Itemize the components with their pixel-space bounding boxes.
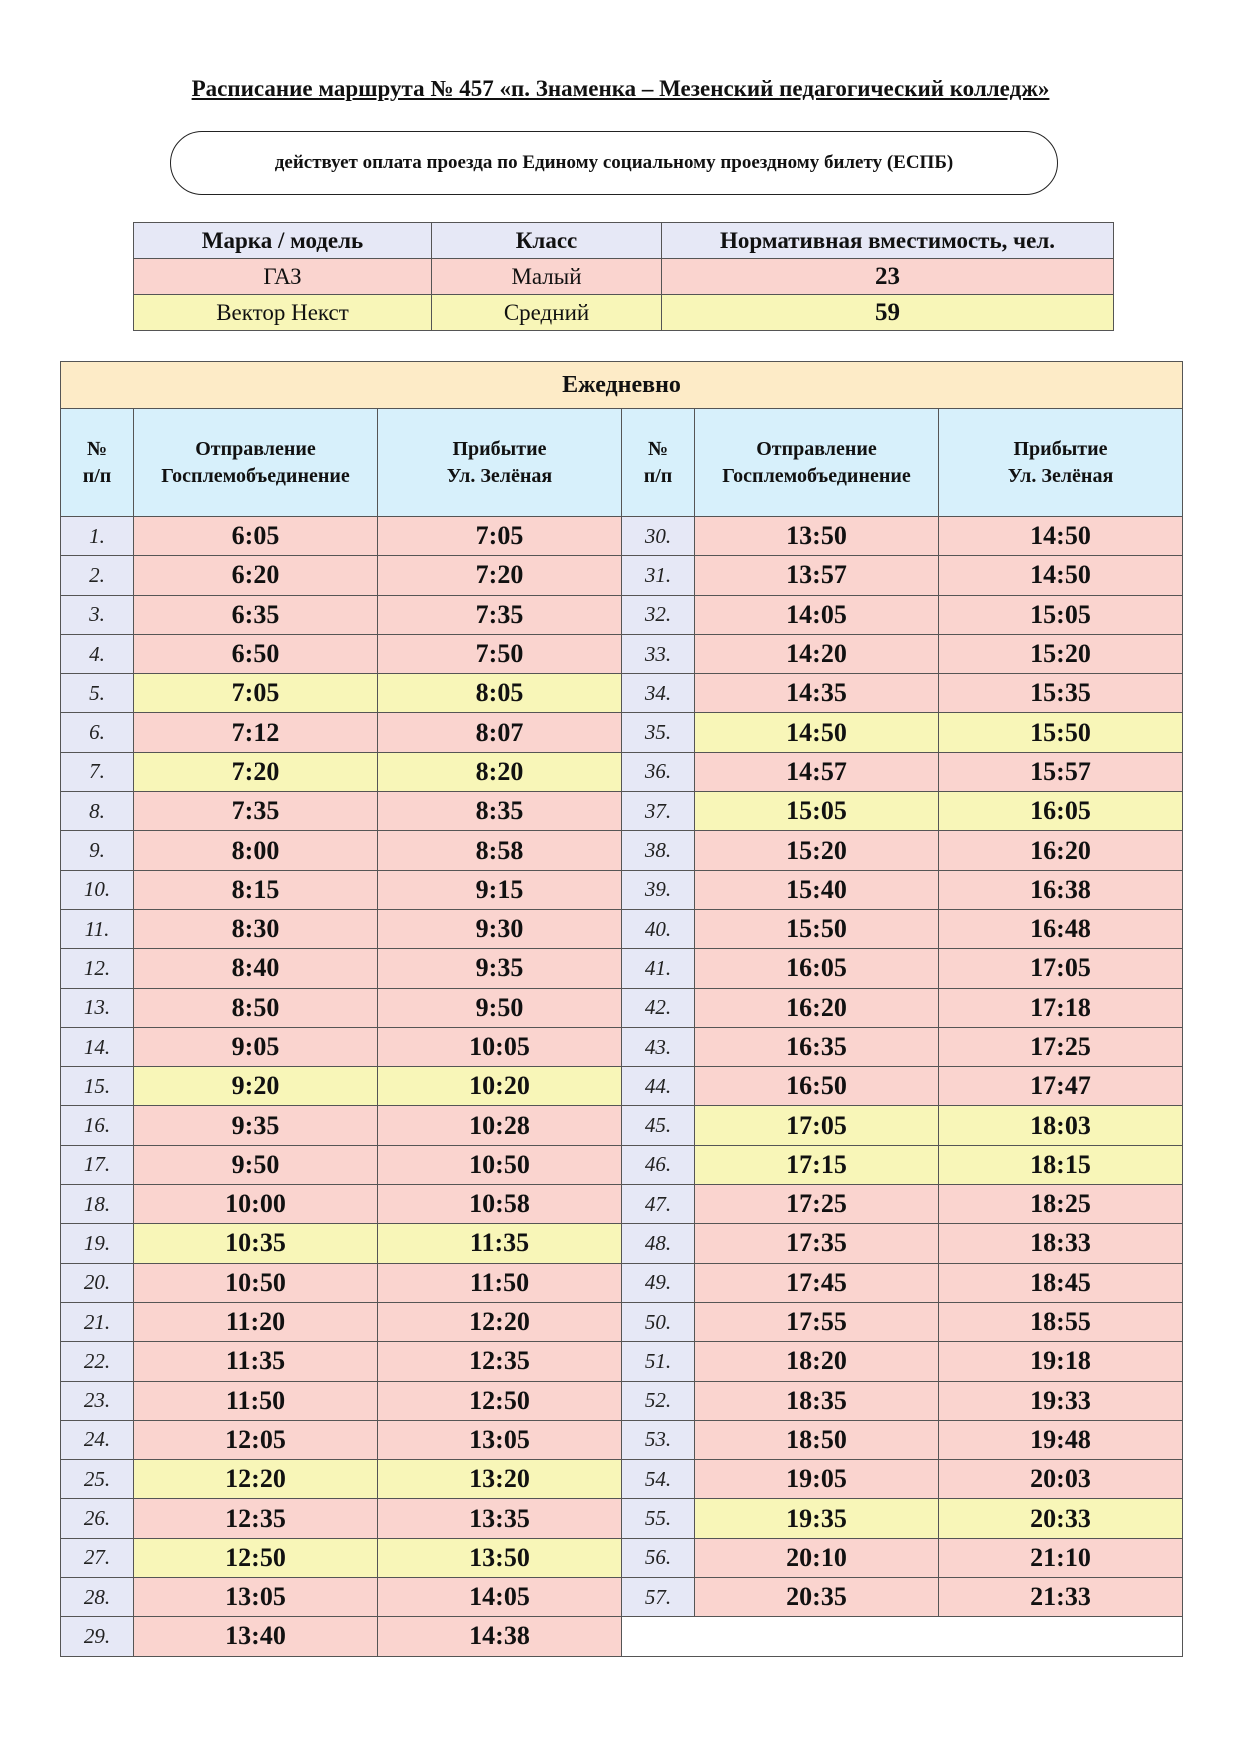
arrival-time: 8:58 bbox=[378, 831, 622, 870]
departure-time: 19:05 bbox=[695, 1460, 939, 1499]
trip-number: 14. bbox=[61, 1027, 134, 1066]
arrival-time: 16:05 bbox=[939, 792, 1183, 831]
trip-number: 43. bbox=[622, 1027, 695, 1066]
trip-number: 38. bbox=[622, 831, 695, 870]
trip-number: 36. bbox=[622, 752, 695, 791]
trip-number: 55. bbox=[622, 1499, 695, 1538]
trip-number: 29. bbox=[61, 1617, 134, 1656]
arrival-time: 8:07 bbox=[378, 713, 622, 752]
departure-time: 9:05 bbox=[134, 1027, 378, 1066]
trip-number: 19. bbox=[61, 1224, 134, 1263]
num-header: № п/п bbox=[61, 409, 134, 517]
departure-time: 9:35 bbox=[134, 1106, 378, 1145]
departure-time: 7:05 bbox=[134, 674, 378, 713]
departure-header: Отправление Госплемобъединение bbox=[695, 409, 939, 517]
arrival-time: 18:33 bbox=[939, 1224, 1183, 1263]
arrival-time: 15:20 bbox=[939, 634, 1183, 673]
trip-number: 8. bbox=[61, 792, 134, 831]
arrival-time: 8:05 bbox=[378, 674, 622, 713]
departure-time: 8:00 bbox=[134, 831, 378, 870]
arrival-time: 12:50 bbox=[378, 1381, 622, 1420]
departure-time: 17:05 bbox=[695, 1106, 939, 1145]
trip-number: 32. bbox=[622, 595, 695, 634]
trip-number: 20. bbox=[61, 1263, 134, 1302]
model-header: Марка / модель bbox=[134, 223, 432, 259]
trip-number: 24. bbox=[61, 1420, 134, 1459]
arrival-time: 14:50 bbox=[939, 556, 1183, 595]
departure-time: 18:50 bbox=[695, 1420, 939, 1459]
departure-time: 19:35 bbox=[695, 1499, 939, 1538]
departure-time: 16:20 bbox=[695, 988, 939, 1027]
trip-number: 6. bbox=[61, 713, 134, 752]
departure-time: 12:35 bbox=[134, 1499, 378, 1538]
schedule-row bbox=[61, 752, 1183, 791]
schedule-row bbox=[61, 1420, 1183, 1459]
arrival-time: 13:20 bbox=[378, 1460, 622, 1499]
vehicle-header-row bbox=[134, 223, 1114, 259]
departure-time: 6:50 bbox=[134, 634, 378, 673]
trip-number: 5. bbox=[61, 674, 134, 713]
arrival-time: 20:33 bbox=[939, 1499, 1183, 1538]
departure-time: 11:50 bbox=[134, 1381, 378, 1420]
departure-time: 8:30 bbox=[134, 909, 378, 948]
arrival-time: 13:05 bbox=[378, 1420, 622, 1459]
departure-time: 6:35 bbox=[134, 595, 378, 634]
departure-time: 6:20 bbox=[134, 556, 378, 595]
departure-time: 10:35 bbox=[134, 1224, 378, 1263]
schedule-row bbox=[61, 556, 1183, 595]
trip-number: 2. bbox=[61, 556, 134, 595]
schedule-row bbox=[61, 1499, 1183, 1538]
arrival-time: 19:48 bbox=[939, 1420, 1183, 1459]
capacity-header: Нормативная вместимость, чел. bbox=[662, 223, 1114, 259]
schedule-row bbox=[61, 595, 1183, 634]
schedule-header-row bbox=[61, 409, 1183, 517]
trip-number: 40. bbox=[622, 909, 695, 948]
departure-time: 12:20 bbox=[134, 1460, 378, 1499]
trip-number: 35. bbox=[622, 713, 695, 752]
departure-time: 18:35 bbox=[695, 1381, 939, 1420]
trip-number: 16. bbox=[61, 1106, 134, 1145]
arrival-time: 18:55 bbox=[939, 1302, 1183, 1341]
arrival-time: 20:03 bbox=[939, 1460, 1183, 1499]
arrival-time: 9:15 bbox=[378, 870, 622, 909]
arrival-time: 12:20 bbox=[378, 1302, 622, 1341]
vehicle-row bbox=[134, 259, 1114, 295]
vehicle-class: Средний bbox=[432, 295, 662, 331]
arrival-time: 7:20 bbox=[378, 556, 622, 595]
trip-number: 15. bbox=[61, 1067, 134, 1106]
schedule-row bbox=[61, 988, 1183, 1027]
schedule-row bbox=[61, 674, 1183, 713]
departure-time: 6:05 bbox=[134, 517, 378, 556]
arrival-time: 10:50 bbox=[378, 1145, 622, 1184]
arrival-time: 8:20 bbox=[378, 752, 622, 791]
schedule-row bbox=[61, 1302, 1183, 1341]
trip-number: 41. bbox=[622, 949, 695, 988]
arrival-time: 15:35 bbox=[939, 674, 1183, 713]
departure-time: 17:45 bbox=[695, 1263, 939, 1302]
departure-time: 20:35 bbox=[695, 1578, 939, 1617]
departure-time: 16:35 bbox=[695, 1027, 939, 1066]
schedule-row bbox=[61, 1027, 1183, 1066]
schedule-row bbox=[61, 1578, 1183, 1617]
arrival-time: 12:35 bbox=[378, 1342, 622, 1381]
trip-number: 4. bbox=[61, 634, 134, 673]
schedule-row bbox=[61, 831, 1183, 870]
arrival-time: 13:35 bbox=[378, 1499, 622, 1538]
trip-number: 52. bbox=[622, 1381, 695, 1420]
arrival-time: 10:20 bbox=[378, 1067, 622, 1106]
departure-time: 14:35 bbox=[695, 674, 939, 713]
departure-time: 8:40 bbox=[134, 949, 378, 988]
schedule-row bbox=[61, 1106, 1183, 1145]
departure-time: 18:20 bbox=[695, 1342, 939, 1381]
trip-number: 56. bbox=[622, 1538, 695, 1577]
trip-number: 18. bbox=[61, 1185, 134, 1224]
departure-time: 7:20 bbox=[134, 752, 378, 791]
trip-number: 23. bbox=[61, 1381, 134, 1420]
trip-number: 9. bbox=[61, 831, 134, 870]
arrival-time: 16:48 bbox=[939, 909, 1183, 948]
trip-number: 39. bbox=[622, 870, 695, 909]
arrival-time: 17:25 bbox=[939, 1027, 1183, 1066]
arrival-time: 17:47 bbox=[939, 1067, 1183, 1106]
arrival-time: 17:05 bbox=[939, 949, 1183, 988]
trip-number: 33. bbox=[622, 634, 695, 673]
departure-time: 14:57 bbox=[695, 752, 939, 791]
trip-number: 25. bbox=[61, 1460, 134, 1499]
arrival-time: 11:50 bbox=[378, 1263, 622, 1302]
arrival-time: 16:38 bbox=[939, 870, 1183, 909]
departure-time: 12:50 bbox=[134, 1538, 378, 1577]
vehicle-model: ГАЗ bbox=[134, 259, 432, 295]
departure-time: 11:35 bbox=[134, 1342, 378, 1381]
departure-time: 17:35 bbox=[695, 1224, 939, 1263]
vehicle-row bbox=[134, 295, 1114, 331]
arrival-time: 7:35 bbox=[378, 595, 622, 634]
departure-time: 13:57 bbox=[695, 556, 939, 595]
departure-time: 14:50 bbox=[695, 713, 939, 752]
schedule-body bbox=[61, 517, 1183, 1657]
trip-number: 10. bbox=[61, 870, 134, 909]
trip-number: 27. bbox=[61, 1538, 134, 1577]
departure-time: 10:00 bbox=[134, 1185, 378, 1224]
schedule-row bbox=[61, 909, 1183, 948]
arrival-time: 9:35 bbox=[378, 949, 622, 988]
departure-header: Отправление Госплемобъединение bbox=[134, 409, 378, 517]
arrival-time: 21:33 bbox=[939, 1578, 1183, 1617]
schedule-row bbox=[61, 517, 1183, 556]
class-header: Класс bbox=[432, 223, 662, 259]
vehicle-table bbox=[133, 222, 1114, 331]
notice-text: действует оплата проезда по Единому социальному проездному билету (ЕСПБ) bbox=[274, 152, 954, 173]
departure-time: 9:50 bbox=[134, 1145, 378, 1184]
departure-time: 8:15 bbox=[134, 870, 378, 909]
arrival-time: 9:50 bbox=[378, 988, 622, 1027]
trip-number: 45. bbox=[622, 1106, 695, 1145]
schedule-row bbox=[61, 1185, 1183, 1224]
vehicle-capacity: 23 bbox=[662, 259, 1114, 295]
arrival-time: 7:05 bbox=[378, 517, 622, 556]
arrival-time: 10:28 bbox=[378, 1106, 622, 1145]
arrival-time: 10:58 bbox=[378, 1185, 622, 1224]
schedule-row bbox=[61, 634, 1183, 673]
arrival-time: 19:18 bbox=[939, 1342, 1183, 1381]
trip-number: 53. bbox=[622, 1420, 695, 1459]
departure-time: 15:05 bbox=[695, 792, 939, 831]
departure-time: 14:20 bbox=[695, 634, 939, 673]
arrival-time: 15:57 bbox=[939, 752, 1183, 791]
arrival-time: 18:25 bbox=[939, 1185, 1183, 1224]
arrival-time: 18:03 bbox=[939, 1106, 1183, 1145]
departure-time: 17:55 bbox=[695, 1302, 939, 1341]
arrival-time: 14:05 bbox=[378, 1578, 622, 1617]
arrival-time: 14:38 bbox=[378, 1617, 622, 1656]
vehicle-capacity: 59 bbox=[662, 295, 1114, 331]
trip-number: 28. bbox=[61, 1578, 134, 1617]
schedule-row bbox=[61, 1617, 1183, 1656]
schedule-table bbox=[60, 361, 1183, 1657]
schedule-row bbox=[61, 1224, 1183, 1263]
trip-number: 57. bbox=[622, 1578, 695, 1617]
arrival-header: Прибытие Ул. Зелёная bbox=[939, 409, 1183, 517]
arrival-time: 19:33 bbox=[939, 1381, 1183, 1420]
schedule-row bbox=[61, 870, 1183, 909]
vehicle-class: Малый bbox=[432, 259, 662, 295]
schedule-row bbox=[61, 792, 1183, 831]
num-header: № п/п bbox=[622, 409, 695, 517]
arrival-time: 9:30 bbox=[378, 909, 622, 948]
trip-number: 31. bbox=[622, 556, 695, 595]
departure-time: 9:20 bbox=[134, 1067, 378, 1106]
trip-number: 1. bbox=[61, 517, 134, 556]
arrival-time: 16:20 bbox=[939, 831, 1183, 870]
departure-time: 11:20 bbox=[134, 1302, 378, 1341]
arrival-time: 15:50 bbox=[939, 713, 1183, 752]
departure-time: 15:50 bbox=[695, 909, 939, 948]
departure-time: 17:15 bbox=[695, 1145, 939, 1184]
arrival-time: 18:15 bbox=[939, 1145, 1183, 1184]
trip-number: 3. bbox=[61, 595, 134, 634]
departure-time: 7:35 bbox=[134, 792, 378, 831]
departure-time: 16:05 bbox=[695, 949, 939, 988]
espb-notice bbox=[170, 131, 1058, 195]
page-title: Расписание маршрута № 457 «п. Знаменка – Мезенский педагогический колледж» bbox=[191, 76, 1050, 101]
schedule-row bbox=[61, 713, 1183, 752]
departure-time: 17:25 bbox=[695, 1185, 939, 1224]
trip-number: 42. bbox=[622, 988, 695, 1027]
departure-time: 10:50 bbox=[134, 1263, 378, 1302]
trip-number: 44. bbox=[622, 1067, 695, 1106]
departure-time: 8:50 bbox=[134, 988, 378, 1027]
schedule-row bbox=[61, 1342, 1183, 1381]
departure-time: 7:12 bbox=[134, 713, 378, 752]
schedule-row bbox=[61, 1067, 1183, 1106]
arrival-time: 17:18 bbox=[939, 988, 1183, 1027]
departure-time: 16:50 bbox=[695, 1067, 939, 1106]
arrival-time: 21:10 bbox=[939, 1538, 1183, 1577]
trip-number: 51. bbox=[622, 1342, 695, 1381]
schedule-row bbox=[61, 1381, 1183, 1420]
trip-number: 26. bbox=[61, 1499, 134, 1538]
arrival-time: 14:50 bbox=[939, 517, 1183, 556]
arrival-time: 7:50 bbox=[378, 634, 622, 673]
vehicle-model: Вектор Некст bbox=[134, 295, 432, 331]
departure-time: 13:05 bbox=[134, 1578, 378, 1617]
trip-number: 46. bbox=[622, 1145, 695, 1184]
arrival-time: 11:35 bbox=[378, 1224, 622, 1263]
arrival-time: 8:35 bbox=[378, 792, 622, 831]
empty-cell bbox=[622, 1617, 1183, 1656]
schedule-row bbox=[61, 949, 1183, 988]
trip-number: 47. bbox=[622, 1185, 695, 1224]
trip-number: 30. bbox=[622, 517, 695, 556]
schedule-row bbox=[61, 1263, 1183, 1302]
trip-number: 49. bbox=[622, 1263, 695, 1302]
schedule-row bbox=[61, 1460, 1183, 1499]
trip-number: 22. bbox=[61, 1342, 134, 1381]
trip-number: 17. bbox=[61, 1145, 134, 1184]
arrival-time: 15:05 bbox=[939, 595, 1183, 634]
arrival-time: 18:45 bbox=[939, 1263, 1183, 1302]
trip-number: 7. bbox=[61, 752, 134, 791]
departure-time: 20:10 bbox=[695, 1538, 939, 1577]
trip-number: 50. bbox=[622, 1302, 695, 1341]
trip-number: 48. bbox=[622, 1224, 695, 1263]
departure-time: 14:05 bbox=[695, 595, 939, 634]
trip-number: 21. bbox=[61, 1302, 134, 1341]
arrival-time: 13:50 bbox=[378, 1538, 622, 1577]
trip-number: 13. bbox=[61, 988, 134, 1027]
departure-time: 15:20 bbox=[695, 831, 939, 870]
departure-time: 15:40 bbox=[695, 870, 939, 909]
period-label: Ежедневно bbox=[61, 362, 1183, 409]
departure-time: 13:50 bbox=[695, 517, 939, 556]
departure-time: 13:40 bbox=[134, 1617, 378, 1656]
trip-number: 37. bbox=[622, 792, 695, 831]
trip-number: 12. bbox=[61, 949, 134, 988]
schedule-row bbox=[61, 1538, 1183, 1577]
trip-number: 34. bbox=[622, 674, 695, 713]
trip-number: 54. bbox=[622, 1460, 695, 1499]
schedule-row bbox=[61, 1145, 1183, 1184]
arrival-header: Прибытие Ул. Зелёная bbox=[378, 409, 622, 517]
arrival-time: 10:05 bbox=[378, 1027, 622, 1066]
departure-time: 12:05 bbox=[134, 1420, 378, 1459]
trip-number: 11. bbox=[61, 909, 134, 948]
